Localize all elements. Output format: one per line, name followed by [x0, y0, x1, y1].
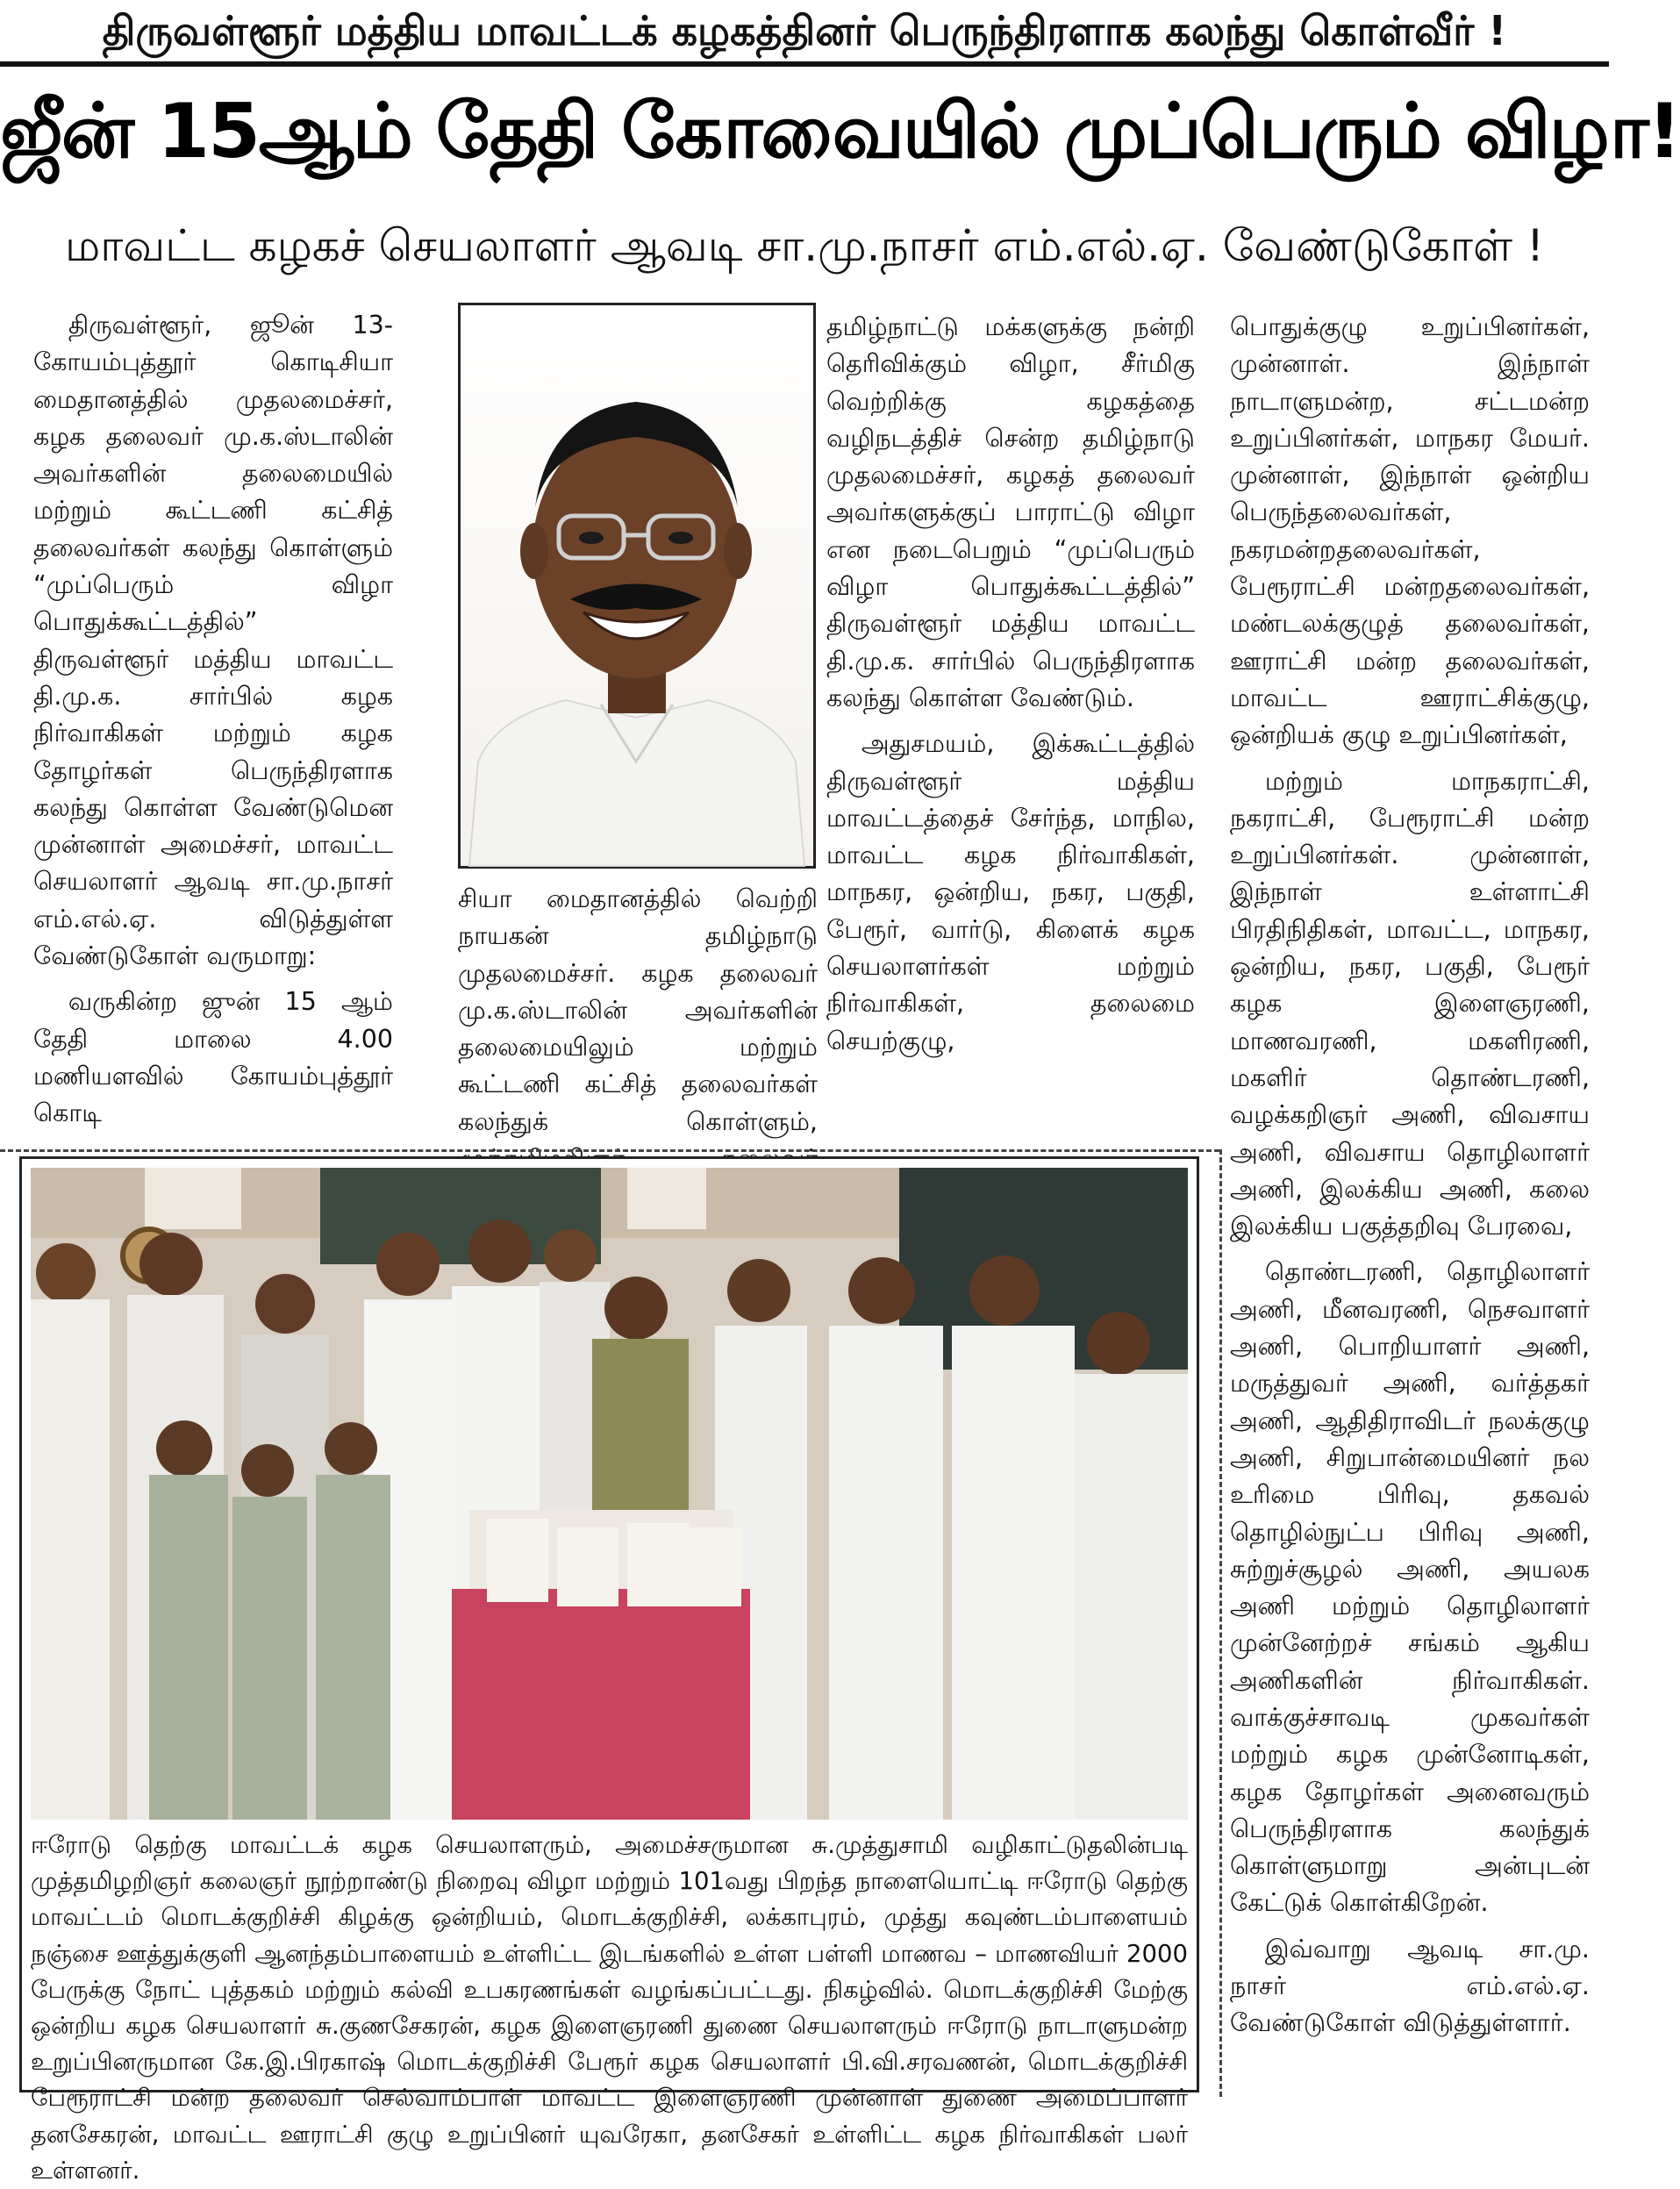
photo-caption: ஈரோடு தெற்கு மாவட்டக் கழக செயலாளரும், அமைச்சருமான சு.முத்துசாமி வழிகாட்டுதலின்படி முத்தமிழறிஞர் கலைஞர் நூற்றாண்டு நிறைவு விழா மற்றும் 101வது பிறந்த நாளையொட்டி ஈரோடு தெற்கு மாவட்டம் மொடக்குறிச்சி கிழக்கு ஒன்றியம், மொடக்குறிச்சி, லக்காபுரம், முத்து கவுண்டம்பாளையம் நஞ்சை ஊத்துக்குளி ஆனந்தம்பாளையம் உள்ளிட்ட இடங்களில் உள்ள பள்ளி மாணவ – மாணவியர் 2000 பேருக்கு நோட் புத்தகம் மற்றும் கல்வி உபகரணங்கள் வழங்கப்பட்டது. நிகழ்வில். மொடக்குறிச்சி மேற்கு ஒன்றிய கழக செயலாளர் சு.குணசேகரன், கழக இளைஞரணி துணை செயலாளரும் ஈரோடு நாடாளுமன்ற உறுப்பினருமான கே.இ.பிரகாஷ் மொடக்குறிச்சி பேரூர் கழக செயலாளர் பி.வி.சரவணன், மொடக்குறிச்சி பேரூராட்சி மன்ற தலைவர் செல்வாம்பாள் மாவட்ட இளைஞரணி முன்னாள் துணை அமைப்பாளர் தனசேகரன், மாவட்ட ஊராட்சி குழு உறுப்பினர் யுவரேகா, தனசேகர் உள்ளிட்ட கழக நிர்வாகிகள் பலர் உள்ளனர். [31, 1831, 1188, 2185]
article-paragraph: மற்றும் மாநகராட்சி, நகராட்சி, பேரூராட்சி மன்ற உறுப்பினர்கள். முன்னாள், இந்நாள் உள்ளாட்சி பிரதிநிதிகள், மாவட்ட, மாநகர, ஒன்றிய, நகர, பகுதி, பேரூர் கழக இளைஞரணி, மாணவரணி, மகளிரணி, மகளிர் தொண்டரணி, வழக்கறிஞர் அணி, விவசாய அணி, விவசாய தொழிலாளர் அணி, இலக்கிய அணி, கலை இலக்கிய பகுத்தறிவு பேரவை, [1230, 766, 1590, 1241]
article-column-4 [1230, 309, 1590, 2064]
sub-headline: மாவட்ட கழகச் செயலாளர் ஆவடி சா.மு.நாசர் எம்.எல்.ஏ. வேண்டுகோள் ! [64, 220, 1544, 271]
kicker-headline: திருவள்ளூர் மத்திய மாவட்டக் கழகத்தினர் பெருந்திரளாக கலந்து கொள்வீர் ! [0, 0, 1609, 67]
article-column-3 [826, 309, 1195, 1142]
article-column-2 [458, 881, 818, 1144]
event-photo-illustration [31, 1168, 1188, 1820]
article-paragraph: இவ்வாறு ஆவடி சா.மு. நாசர் எம்.எல்.ஏ. வேண்டுகோள் விடுத்துள்ளார். [1230, 1934, 1590, 2038]
event-photo [31, 1168, 1188, 1820]
article-paragraph: வருகின்ற ஜுன் 15 ஆம் தேதி மாலை 4.00 மணியளவில் கோயம்புத்தூர் கொடி [33, 987, 393, 1128]
main-headline: ஜீன் 15ஆம் தேதி கோவையில் முப்பெரும் விழா! [0, 88, 1680, 175]
article-paragraph: தொண்டரணி, தொழிலாளர் அணி, மீனவரணி, நெசவாளர் அணி, பொறியாளர் அணி, மருத்துவர் அணி, வர்த்தகர் அணி, ஆதிதிராவிடர் நலக்குழு அணி, சிறுபான்மையினர் நல உரிமை பிரிவு, தகவல் தொழில்நுட்ப பிரிவு அணி, சுற்றுச்சூழல் அணி, அயலக அணி மற்றும் தொழிலாளர் முன்னேற்றச் சங்கம் ஆகிய அணிகளின் நிர்வாகிகள். வாக்குச்சாவடி முகவர்கள் மற்றும் கழக முன்னோடிகள், கழக தோழர்கள் அனைவரும் பெருந்திரளாக கலந்துக் கொள்ளுமாறு அன்புடன் கேட்டுக் கொள்கிறேன். [1230, 1257, 1590, 1918]
article-paragraph: சியா மைதானத்தில் வெற்றி நாயகன் தமிழ்நாடு முதலமைச்சர். கழக தலைவர் மு.க.ஸ்டாலின் அவர்களின் தலைமையிலும் மற்றும் கூட்டணி கட்சித் தலைவர்கள் கலந்துக் கொள்ளும், [458, 884, 818, 1136]
portrait-photo [458, 303, 816, 869]
article-column-1 [33, 307, 393, 1141]
dashed-divider-horizontal [0, 1149, 1219, 1152]
dashed-divider-vertical [1219, 1149, 1222, 2097]
portrait-illustration [461, 305, 813, 866]
article-paragraph: அதுசமயம், இக்கூட்டத்தில் திருவள்ளூர் மத்திய மாவட்டத்தைச் சேர்ந்த, மாநில, மாவட்ட கழக நிர்வாகிகள், மாநகர, ஒன்றிய, நகர, பகுதி, பேரூர், வார்டு, கிளைக் கழக செயலாளர்கள் மற்றும் நிர்வாகிகள், தலைமை செயற்குழு, [826, 729, 1195, 1055]
photo-story-box [19, 1156, 1199, 2185]
article-paragraph: பொதுக்குழு உறுப்பினர்கள், முன்னாள். இந்நாள் நாடாளுமன்ற, சட்டமன்ற உறுப்பினர்கள், மாநகர மேயர். முன்னாள், இந்நாள் ஒன்றிய பெருந்தலைவர்கள், நகரமன்றதலைவர்கள், பேரூராட்சி மன்றதலைவர்கள், மண்டலக்குழுத் தலைவர்கள், ஊராட்சி மன்ற தலைவர்கள், மாவட்ட ஊராட்சிக்குழு, ஒன்றியக் குழு உறுப்பினர்கள், [1230, 312, 1590, 750]
article-paragraph: தமிழ்நாட்டு மக்களுக்கு நன்றி தெரிவிக்கும் விழா, சீர்மிகு வெற்றிக்கு கழகத்தை வழிநடத்திச் சென்ற தமிழ்நாடு முதலமைச்சர், கழகத் தலைவர் அவர்களுக்குப் பாராட்டு விழா என நடைபெறும் “முப்பெரும் விழா பொதுக்கூட்டத்தில்” திருவள்ளூர் மத்திய மாவட்ட தி.மு.க. சார்பில் பெருந்திரளாக கலந்து கொள்ள வேண்டும். [826, 312, 1195, 712]
article-paragraph: திருவள்ளூர், ஜூன் 13- கோயம்புத்தூர் கொடிசியா மைதானத்தில் முதலமைச்சர், கழக தலைவர் மு.க.ஸ்டாலின் அவர்களின் தலைமையில் மற்றும் கூட்டணி கட்சித் தலைவர்கள் கலந்து கொள்ளும் “முப்பெரும் விழா பொதுக்கூட்டத்தில்” திருவள்ளூர் மத்திய மாவட்ட தி.மு.க. சார்பில் கழக நிர்வாகிகள் மற்றும் கழக தோழர்கள் பெருந்திரளாக கலந்து கொள்ள வேண்டுமென முன்னாள் அமைச்சர், மாவட்ட செயலாளர் ஆவடி சா.மு.நாசர் எம்.எல்.ஏ. விடுத்துள்ள வேண்டுகோள் வருமாறு: [33, 311, 393, 971]
